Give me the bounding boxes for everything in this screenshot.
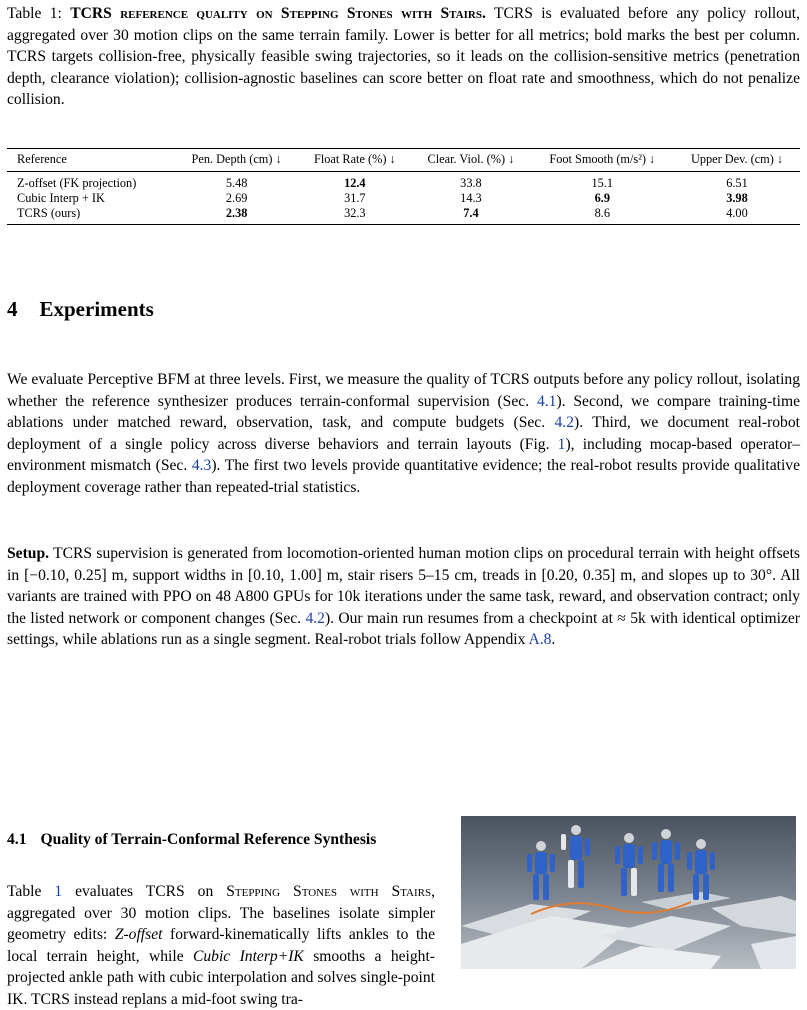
caption-label: Table 1:: [7, 5, 62, 22]
robot-stairs-figure: [461, 816, 796, 969]
section-ref-link[interactable]: 4.2: [305, 609, 325, 627]
cell: 2.38: [225, 206, 248, 220]
table-row: [7, 206, 800, 225]
table-ref-link[interactable]: 1: [54, 883, 63, 900]
results-table: [7, 148, 800, 225]
method-name: Cubic Interp+IK: [192, 947, 304, 965]
section-number: 4: [7, 297, 18, 321]
col-header: Foot Smooth (m/s²) ↓: [549, 152, 656, 166]
cell: 6.9: [594, 191, 610, 205]
paragraph-setup: [7, 543, 800, 651]
col-header: Float Rate (%) ↓: [314, 152, 396, 166]
section-heading: [7, 297, 154, 322]
col-header: Pen. Depth (cm) ↓: [191, 152, 282, 166]
table-row: [7, 172, 800, 192]
paragraph-tcrs-eval: [7, 881, 435, 1010]
cell: 4.00: [726, 206, 748, 220]
appendix-ref-link[interactable]: A.8: [528, 631, 552, 648]
table-row: [7, 191, 800, 206]
section-ref-link[interactable]: 4.3: [191, 457, 212, 474]
caption-text: TCRS is evaluated before any policy rollout, aggregated over 30 motion clips on the same terrain family. Lower is better for all metrics; bold marks the best per column. TCRS targets collision-free, physically feasible swing trajectories, so it leads on the collision-sensitive metrics (penetration depth, clearance violation); collision-agnostic baselines can score better on float rate and smoothness, which do not penalize collision.: [7, 5, 800, 108]
subsection-number: 4.1: [7, 831, 27, 848]
cell: 32.3: [344, 206, 366, 220]
cell: 7.4: [463, 206, 479, 220]
setup-lead: Setup.: [7, 545, 50, 562]
section-ref-link[interactable]: 4.2: [554, 414, 574, 431]
text-run: evaluates TCRS on: [62, 883, 227, 900]
text-run: ). Third, we document real-robot deployment of a single policy across diverse behaviors and terrain layouts (Fig.: [7, 414, 800, 453]
paragraph-overview: [7, 369, 800, 498]
row-name: Cubic Interp + IK: [17, 191, 105, 205]
terrain-name: Stepping Stones with Stairs: [226, 883, 432, 900]
col-header: Upper Dev. (cm) ↓: [690, 152, 784, 166]
cell: 15.1: [591, 176, 614, 190]
text-run: ). The first two levels provide quantitative evidence; the real-robot results provide qualitative deployment coverage rather than repeated-trial statistics.: [7, 457, 800, 496]
caption-bold-title: TCRS reference quality on Stepping Stones with Stairs.: [70, 5, 486, 22]
cell: 14.3: [460, 191, 482, 205]
text-run: , aggregated over 30 motion clips. The baselines isolate simpler geometry edits:: [7, 883, 435, 943]
text-run: TCRS supervision is generated from locomotion-oriented human motion clips on procedural terrain with height offsets in [−0.10, 0.25] m, support widths in [0.10, 1.00] m, stair risers 5–15 cm, treads in [0.20, 0.35] m, and slopes up to 30°. All variants are trained with PPO on 48 A800 GPUs for 10k iterations under the same task, reward, and observation contract; only the listed network or component changes (Sec.: [7, 545, 800, 627]
subsection-title: Quality of Terrain-Conformal Reference Synthesis: [40, 831, 377, 848]
cell: 33.8: [460, 176, 482, 190]
col-header: Clear. Viol. (%) ↓: [427, 152, 515, 166]
row-name: Z-offset (FK projection): [17, 176, 137, 190]
text-run: ). Our main run resumes from a checkpoint at ≈ 5k with identical optimizer settings, while ablations run as a single segment. Real-robot trials follow Appendix: [7, 609, 800, 648]
section-ref-link[interactable]: 4.1: [536, 392, 557, 410]
cell: 5.48: [225, 176, 248, 190]
section-title: Experiments: [39, 297, 154, 321]
method-name: Z-offset: [114, 926, 163, 943]
text-run: We evaluate Perceptive BFM at three levels. First, we measure the quality of TCRS outputs before any policy rollout, isolating whether the reference synthesizer produces terrain-conformal supervision (Sec.: [7, 371, 800, 410]
col-header: Reference: [17, 152, 67, 166]
subsection-heading: [7, 831, 376, 849]
table-header-row: [7, 149, 800, 172]
cell: 6.51: [726, 176, 748, 190]
text-run: forward-kinematically lifts ankles to the local terrain height, while: [7, 926, 435, 965]
robot-render-image: [461, 816, 796, 969]
text-run: ), including mocap-based operator–environment mismatch (Sec.: [7, 435, 800, 474]
figure-ref-link[interactable]: 1: [557, 435, 566, 453]
cell: 3.98: [726, 191, 748, 205]
text-run: smooths a height-projected ankle path with cubic interpolation and solves single-point IK. TCRS instead replans a mid-foot swing tra-: [7, 947, 436, 1008]
text-run: ). Second, we compare training-time ablations under matched reward, observation, task, and compute budgets (Sec.: [7, 392, 800, 431]
text-run: Table: [7, 883, 55, 900]
cell: 31.7: [344, 191, 366, 205]
table-caption: [7, 3, 800, 111]
cell: 8.6: [594, 206, 610, 220]
row-name: TCRS (ours): [17, 206, 81, 220]
text-run: .: [551, 631, 556, 648]
cell: 2.69: [225, 191, 248, 205]
cell: 12.4: [344, 176, 366, 190]
